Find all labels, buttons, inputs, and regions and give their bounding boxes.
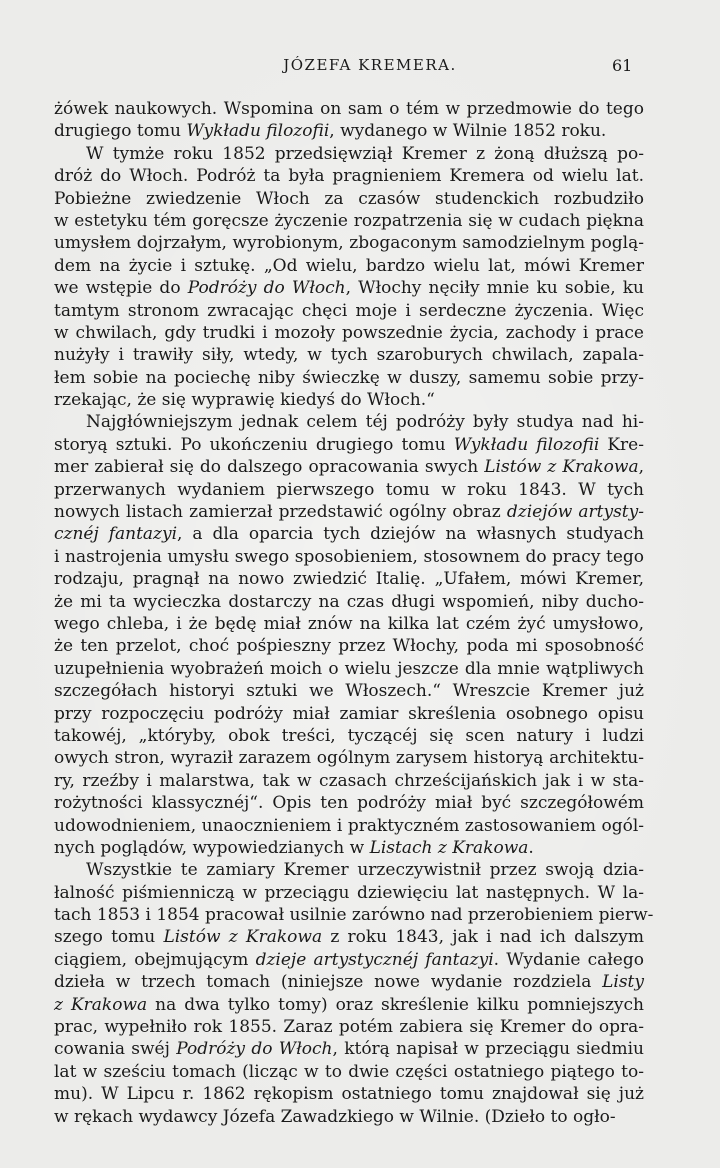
text-line: W tymże roku 1852 przedsięwziął Kremer z żoną dłuższą po- [86, 143, 644, 164]
text-line: udowodnieniem, unaocznieniem i praktyczném zastosowaniem ogól- [54, 815, 644, 836]
text-line: rożytności klassycznéj“. Opis ten podróży miał być szczegółowém [54, 793, 644, 814]
text-line: ry, rzeźby i malarstwa, tak w czasach chrześcijańskich jak i w sta- [54, 770, 644, 791]
text-line: uzupełnienia wyobrażeń moich o wielu jeszcze dla mnie wątpliwych [54, 658, 644, 679]
text-line: dem na życie i sztukę. „Od wielu, bardzo wielu lat, mówi Kremer [54, 255, 644, 276]
text-line: rodzaju, pragnął na nowo zwiedzić Italię. „Ufałem, mówi Kremer, [54, 569, 644, 590]
text-line: nużyły i trawiły siły, wtedy, w tych szaroburych chwilach, zapala- [54, 345, 644, 366]
text-line: dróż do Włoch. Podróż ta była pragnieniem Kremera od wielu lat. [54, 166, 644, 187]
italic-title: z Krakowa [54, 994, 148, 1015]
text-line: Najgłówniejszym jednak celem téj podróży były studya nad hi- [86, 412, 644, 433]
text-line: szego tomu Listów z Krakowa z roku 1843, jak i nad ich dalszym [54, 927, 644, 948]
text-line: wego chleba, i że będę miał znów na kilka lat czém żyć umysłowo, [54, 613, 644, 634]
text-line: dzieła w trzech tomach (niniejsze nowe wydanie rozdziela Listy [54, 972, 644, 993]
italic-title: Podróży do Włoch [176, 1039, 333, 1060]
italic-title: dzieje artystycznéj fantazyi [255, 949, 494, 970]
italic-title: Listów z Krakowa [163, 927, 323, 948]
text-line: we wstępie do Podróży do Włoch, Włochy nęciły mnie ku sobie, ku [54, 278, 644, 299]
text-line: tamtym stronom zwracając chęci moje i serdeczne życzenia. Więc [54, 300, 644, 321]
text-line: cznéj fantazyi, a dla oparcia tych dziejów na własnych studyach [54, 524, 644, 545]
text-line: cowania swéj Podróży do Włoch, którą napisał w przeciągu siedmiu [54, 1039, 644, 1060]
text-line: Wszystkie te zamiary Kremer urzeczywistnił przez swoją dzia- [86, 860, 644, 881]
text-line: żówek naukowych. Wspomina on sam o tém w przedmowie do tego [54, 99, 644, 119]
italic-title: Listy [602, 972, 644, 993]
text-line: lat w sześciu tomach (licząc w to dwie części ostatniego piątego to- [54, 1061, 644, 1082]
text-line: tach 1853 i 1854 pracował usilnie zarówno nad przerobieniem pierw- [54, 905, 654, 926]
italic-title: cznéj fantazyi [54, 524, 178, 545]
text-line: mer zabierał się do dalszego opracowania swych Listów z Krakowa, [54, 457, 644, 478]
text-line: z Krakowa na dwa tylko tomy) oraz skreślenie kilku pomniejszych [54, 994, 645, 1015]
italic-title: dziejów artysty- [506, 502, 644, 523]
page-number: 61 [612, 56, 633, 75]
text-line: storyą sztuki. Po ukończeniu drugiego tomu Wykładu filozofii Kre- [54, 434, 644, 455]
italic-title: Wykładu filozofii [186, 121, 330, 142]
running-title: JÓZEFA KREMERA. [283, 56, 457, 74]
text-line: rzekając, że się wyprawię kiedyś do Włoch.“ [54, 390, 435, 411]
text-line: nych poglądów, wypowiedzianych w Listach z Krakowa. [54, 837, 534, 858]
text-line: szczegółach historyi sztuki we Włoszech.“ Wreszcie Kremer już [54, 681, 644, 702]
running-head [0, 56, 720, 80]
text-line: łem sobie na pociechę niby świeczkę w duszy, samemu sobie przy- [54, 367, 644, 388]
text-line: takowéj, „któryby, obok treści, tyczącéj się scen natury i ludzi [54, 725, 644, 746]
body-text [54, 98, 654, 1128]
italic-title: Listów z Krakowa [484, 457, 639, 478]
italic-title: Podróży do Włoch [187, 278, 346, 299]
italic-title: Wykładu filozofii [453, 434, 600, 455]
text-line: drugiego tomu Wykładu filozofii, wydanego w Wilnie 1852 roku. [54, 121, 607, 142]
text-line: w estetyku tém goręcsze życzenie rozpatrzenia się w cudach piękna [54, 210, 644, 231]
italic-title: Listach z Krakowa [369, 837, 529, 858]
text-line: przy rozpoczęciu podróży miał zamiar skreślenia osobnego opisu [54, 703, 644, 724]
text-line: i nastrojenia umysłu swego sposobieniem, stosownem do pracy tego [54, 546, 644, 567]
text-line: przerwanych wydaniem pierwszego tomu w roku 1843. W tych [54, 479, 644, 500]
text-line: że mi ta wycieczka dostarczy na czas długi wspomień, niby ducho- [54, 591, 644, 612]
text-line: umysłem dojrzałym, wyrobionym, zbogaconym samodzielnym poglą- [54, 233, 644, 254]
text-line: w rękach wydawcy Józefa Zawadzkiego w Wilnie. (Dzieło to ogło- [54, 1106, 616, 1127]
text-line: prac, wypełniło rok 1855. Zaraz potém zabiera się Kremer do opra- [54, 1017, 644, 1038]
text-line: nowych listach zamierzał przedstawić ogólny obraz dziejów artysty- [54, 502, 644, 523]
text-line: owych stron, wyraził zarazem ogólnym zarysem historyą architektu- [54, 748, 644, 769]
text-line: Pobieżne zwiedzenie Włoch za czasów studenckich rozbudziło [54, 188, 644, 209]
text-line: w chwilach, gdy trudki i mozoły powszednie życia, zachody i prace [54, 322, 644, 343]
text-line: łalność piśmienniczą w przeciągu dziewięciu lat następnych. W la- [54, 882, 644, 903]
text-line: ciągiem, obejmującym dzieje artystycznéj fantazyi. Wydanie całego [54, 949, 644, 970]
text-line: mu). W Lipcu r. 1862 rękopism ostatniego tomu znajdował się już [54, 1084, 644, 1105]
text-line: że ten przelot, choć pośpieszny przez Włochy, poda mi sposobność [54, 636, 644, 657]
